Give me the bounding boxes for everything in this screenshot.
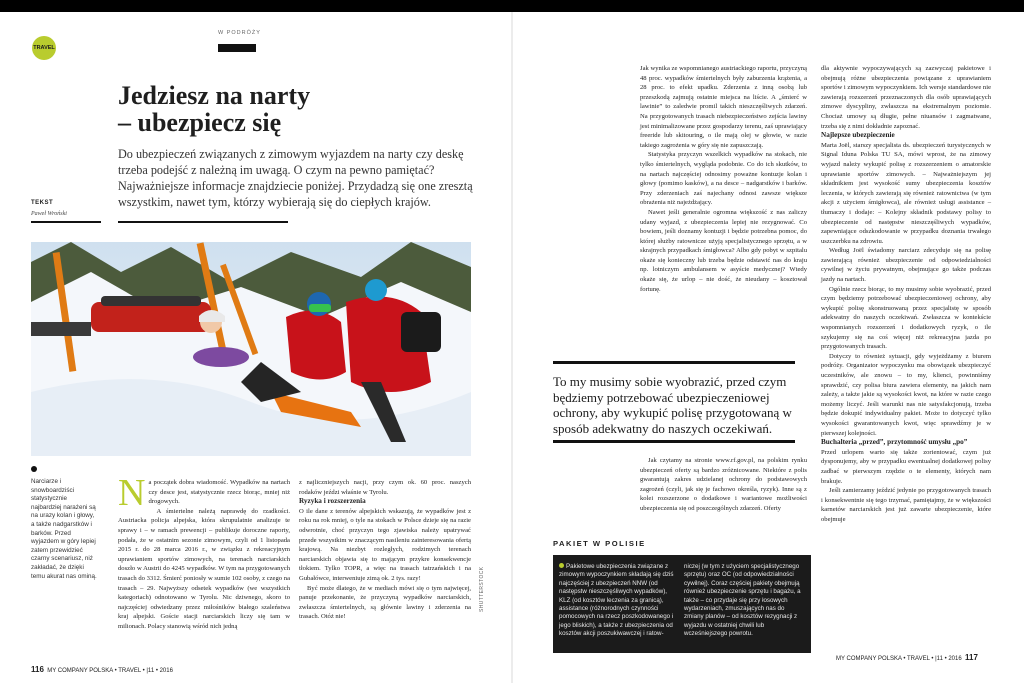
rcol1-paragraph-3: Nawet jeśli generalnie ogromna większość z nas zaliczy udany wyjazd, z ubezpieczenia lepiej nie rezygnować. Co bowiem, jeśli doznamy kontuzji i będzie potrzebna pomoc, do której służby ratownicze użyją specjalistycznego sprzętu, a w skrajnych przypadkach śmigłowca? Albo gdy pobyt w szpitalu okaże się konieczny lub trzeba będzie odstawić nas do kraju np. lotniczym ambulansem w asyście medycznej? Wtedy okaże się, że urlop – nie dość, że nieudany – kosztował fortunę. [640, 208, 807, 293]
rcol2-paragraph-6: Przed urlopem warto się także zorientować, czym już dysponujemy, aby w przypadku ewentualnej dodatkowej polisy zadbać w pierwszym rzędzie o te elementy, których nam brakuje. [821, 448, 991, 485]
left-folio [31, 665, 173, 674]
box-title: PAKIET W POLISIE [553, 539, 646, 548]
article-title [118, 82, 378, 136]
rcol2-paragraph-7: Jeśli zamierzamy jeździć jedynie po przygotowanych trasach i konsekwentnie się tego trzymać, pamiętajmy, że w większości karnetów narciarskich jest już zawarte ubezpieczenie, które obejmuje [821, 487, 991, 523]
right-column-1-continued [640, 456, 807, 514]
box-col1-text: Pakietowe ubezpieczenia związane z zimowym wypoczynkiem składają się dziś najczęściej z ubezpieczeń NNW (od następstw nieszczęśliwych wypadków), KLZ (od kosztów leczenia za granicą), assistance (różnorodnych czynności pomocowych na rzecz poszkodowanego i jego bliskich), a także z ubezpieczenia od kosztów akcji poszukiwawczej i ratow- [559, 563, 674, 638]
pull-quote-rule-top [553, 361, 795, 364]
pull-quote: To my musimy sobie wyobrazić, przed czym będziemy potrzebować ubezpieczeniowej ochrony, aby wykupić polisę przygotowaną w sposób adekwatny do naszych oczekiwań. [553, 374, 792, 436]
subheading-best-insurance: Najlepsze ubezpieczenie [821, 131, 895, 140]
rcol1-paragraph-4: Jak czytamy na stronie www.rf.gov.pl, na polskim rynku ubezpieczeń oferty są bardzo zróżnicowane. Niektóre z polis gwarantują zakres udzielanej ochrony do podstawowych zagrożeń (czyli, jak się je fachowo określa, ryzyk). Inne są z kolei rozszerzone o dodatkowe i wariantowe możliwości ubezpieczenia się od poszczególnych zdarzeń. Oferty [640, 457, 807, 512]
left-column-2 [299, 478, 471, 622]
col2-paragraph-2: O ile dane z terenów alpejskich wskazują, że wypadków jest z roku na rok mniej, o tyle na stokach w Polsce dzieje się na razie odwrotnie, choć przyczyn tego zjawiska należy upatrywać przede wszystkim w znaczącym nasileniu zainteresowania ofertą krajową. Na niezbyt rozległych, rodzimych terenach narciarskich objawia się to mającym przykre konsekwencje tłokiem. Tylko TOPR, a więc na trasach tatrzańskich i na Gubałówce, interweniuje zimą ok. 2 tys. razy! [299, 507, 471, 582]
rcol2-paragraph-5: Dotyczy to również sytuacji, gdy wyjeżdżamy z biurem podróży. Organizator wypoczynku ma obowiązek ubezpieczyć uczestników, ale znowu – to my, klienci, powinniśmy sprawdzić, czy polisa biura zawiera elementy, na jakich nam zależy, a także jakie są wysokości kwot, na które w razie czego możemy liczyć. Jeśli warunki nas nie satysfakcjonują, trzeba będzie dokupić indywidualny pakiet. Może to dotyczyć tylko wysokości gwarantowanych kwot, więc sprawdźmy je w pierwszej kolejności. [821, 352, 991, 437]
col2-paragraph-1: z najliczniejszych nacji, przy czym ok. 60 proc. naszych rodaków jeździ właśnie w Tyrolu. [299, 479, 471, 496]
rcol2-paragraph-1: dla aktywnie wypoczywających są zazwyczaj pakietowe i obejmują różne ubezpieczenia powiązane z uprawianiem sportów i zimowym wypoczynkiem. Ich wersje standardowe nie zawierają rozszerzeń przeznaczonych dla osób uprawiających zimowe dyscypliny, zwłaszcza na ekstremalnym poziomie. Chociaż umowy są długie, pełne niuansów i zagmatwane, trzeba się z nimi dokładnie zapoznać. [821, 65, 991, 130]
credit-author: Paweł Wroński [31, 211, 67, 217]
dropcap: N [118, 472, 146, 514]
col1-p1-text: a początek dobra wiadomość. Wypadków na nartach czy desce jest, statystycznie rzecz biorąc, mniej niż drogowych. [148, 479, 290, 506]
credit-rule [31, 221, 101, 223]
box-column-2: niczej (w tym z użyciem specjalistycznego sprzętu) oraz OC (od odpowiedzialności cywilnej). Coraz częściej pakiety obejmują również ubezpieczenie sprzętu i bagażu, a także – co przydaje się przy łosowych wydarzeniach, zmuszających nas do zmiany planów – od kosztów rezygnacji z wyjazdu w ostatniej chwili lub wcześniejszego powrotu. [684, 563, 801, 638]
right-folio [836, 653, 978, 662]
left-column-1 [118, 472, 290, 632]
right-page-number: 117 [965, 653, 978, 662]
box-bullet-icon [559, 563, 564, 568]
right-column-1 [640, 64, 807, 294]
right-column-2 [821, 64, 991, 525]
photo-caption: Narciarze i snowboardziści statystycznie najbardziej narażeni są na urazy kolan i głowy, a także nadgarstków i barków. Przed wyjazdem w góry lepiej zatem przewidzieć czarny scenariusz, niż zakładać, że dzięki temu akurat nas ominą. [31, 478, 97, 580]
box-column-1 [559, 563, 677, 639]
subheading-risks: Ryzyka i rozszerzenia [299, 497, 366, 506]
right-folio-text: MY COMPANY POLSKA • TRAVEL • |11 • 2016 [836, 656, 962, 662]
rcol2-paragraph-4: Ogólnie rzecz biorąc, to my musimy sobie wyobrazić, przed czym będziemy potrzebować ubezpieczeniowej ochrony, aby wykupić polisę skonstruowaną przez specjalistę w sposób adekwatny do naszych oczekiwań. Zwłaszcza w kontekście wspomnianych rozszerzeń i dodatkowych ryzyk, o ile szykujemy się na coś więcej niż rekreacyjna jazda po przygotowanych trasach. [821, 285, 991, 351]
photo-credit: SHUTTERSTOCK [479, 566, 485, 612]
lead-rule [118, 221, 288, 223]
title-line-1: Jedziesz na narty [118, 81, 311, 110]
travel-badge: TRAVEL [32, 36, 56, 60]
rcol1-paragraph-1: Jak wynika ze wspomnianego austriackiego raportu, przyczyną 48 proc. wypadków śmiertelnych były zaburzenia krążenia, a 28 proc. to efekt upadku. Zderzenia z inną osobą lub przeszkodą zajmują ostatnie miejsca na liście. A „śmierć w lawinie” to zaledwie promil takich nieszczęśliwych zdarzeń. Na przygotowanych trasach niebezpieczeństwo zejścia lawiny jest minimalizowane przez gospodarzy terenu, zaś uprawiający freeride lub skitouring, o ile mają olej w głowie, w razie takiego zagrożenia w góry się nie zapuszczają. [640, 65, 807, 149]
col1-paragraph-2: A śmiertelne należą naprawdę do rzadkości. Austriacka policja alpejska, która skrupulatnie analizuje te sprawy i – w ramach prewencji – publikuje doroczne raporty, podała, że w ostatnim sezonie zimowym, czyli od 1 listopada 2015 r. do 28 marca 2016 r., w związku z rekreacyjnym uprawianiem sportów zimowych, na terenach narciarskich doszło w Austrii do 4245 wypadków. W tym na przygotowanych trasach do 3312. Śmierć poniosły w sumie 102 osoby, z czego na trasach – 29. Najwyższy odsetek wypadków (we wszystkich kategoriach) odnotowano w Tyrolu. Nic dziwnego, skoro to najczęściej odwiedzany przez miłośników białego szaleństwa kraj alpejski. Goście stacji narciarskich liczy się tam w milionach. Polacy stanowią wśród nich jedną [118, 507, 290, 630]
rcol2-paragraph-3: Według Joël świadomy narciarz zdecyduje się na polisę zawierającą również ubezpieczenie od odpowiedzialności cywilnej w życiu prywatnym, obejmujące go także podczas jazdy na nartach. [821, 247, 991, 284]
left-page [0, 12, 511, 683]
col2-paragraph-3: Być może dlatego, że w mediach mówi się o tym najwięcej, panuje przekonanie, że przyczyną wypadków narciarskich, zwłaszcza śmiertelnych, są głównie lawiny i zderzenia na trasach. Otóż nie! [299, 584, 471, 621]
pull-quote-rule-bottom [553, 440, 795, 443]
left-folio-text: MY COMPANY POLSKA • TRAVEL • |11 • 2016 [47, 668, 173, 674]
subheading-accounting: Buchalteria „przed”, przytomność umysłu „po” [821, 438, 968, 447]
rcol2-paragraph-2: Marta Joël, starszy specjalista ds. ubezpieczeń turystycznych w Signal Iduna Polska TU SA, mówi wprost, że na zimowy wyjazd należy wykupić polisę z rozszerzeniem o amatorskie uprawianie sportów zimowych. – Najważniejszym jej składnikiem jest wysokość sumy ubezpieczenia kosztów leczenia, w których zawierają się również ratownictwa (w tym akcji z użyciem śmigłowca), ale również usługi assistance – tłumaczy i dodaje: – Kolejny składnik podstawy polisy to ubezpieczenie od następstw nieszczęśliwych wypadków, zapewniające odszkodowanie w przypadku doznania trwałego uszczerbku na zdrowiu. [821, 141, 991, 245]
section-bar [218, 44, 256, 52]
title-line-2: – ubezpiecz się [118, 108, 282, 137]
caption-bullet-icon [31, 466, 37, 472]
left-page-number: 116 [31, 665, 44, 674]
top-black-bar [0, 0, 1024, 12]
rcol1-paragraph-2: Statystyka przyczyn wszelkich wypadków na stokach, nie tylko śmiertelnych, wygląda podobnie. Co do ich skutków, to na nartach najczęściej odnosimy poważne kontuzje kolan i głowy (pomimo kasków), a na desce – nadgarstków i barków. Przy zderzeniach zaś najechany odnosi zawsze większe obrażenia niż najeżdżający. [640, 151, 807, 207]
photo-illustration [31, 242, 471, 456]
info-box [553, 555, 811, 653]
credit-label: TEKST [31, 200, 54, 206]
col1-paragraph-1 [118, 472, 290, 514]
skiers-photo [31, 242, 471, 456]
section-label: W PODRÓŻY [218, 30, 261, 36]
article-lead: Do ubezpieczeń związanych z zimowym wyjazdem na narty czy deskę trzeba podejść z należną im uwagą. O czym na pewno pamiętać? Najważniejsze informacje znajdziecie poniżej. Przydadzą się one zresztą wszystkim, nawet tym, którzy wybierają się do ciepłych krajów. [118, 147, 473, 209]
